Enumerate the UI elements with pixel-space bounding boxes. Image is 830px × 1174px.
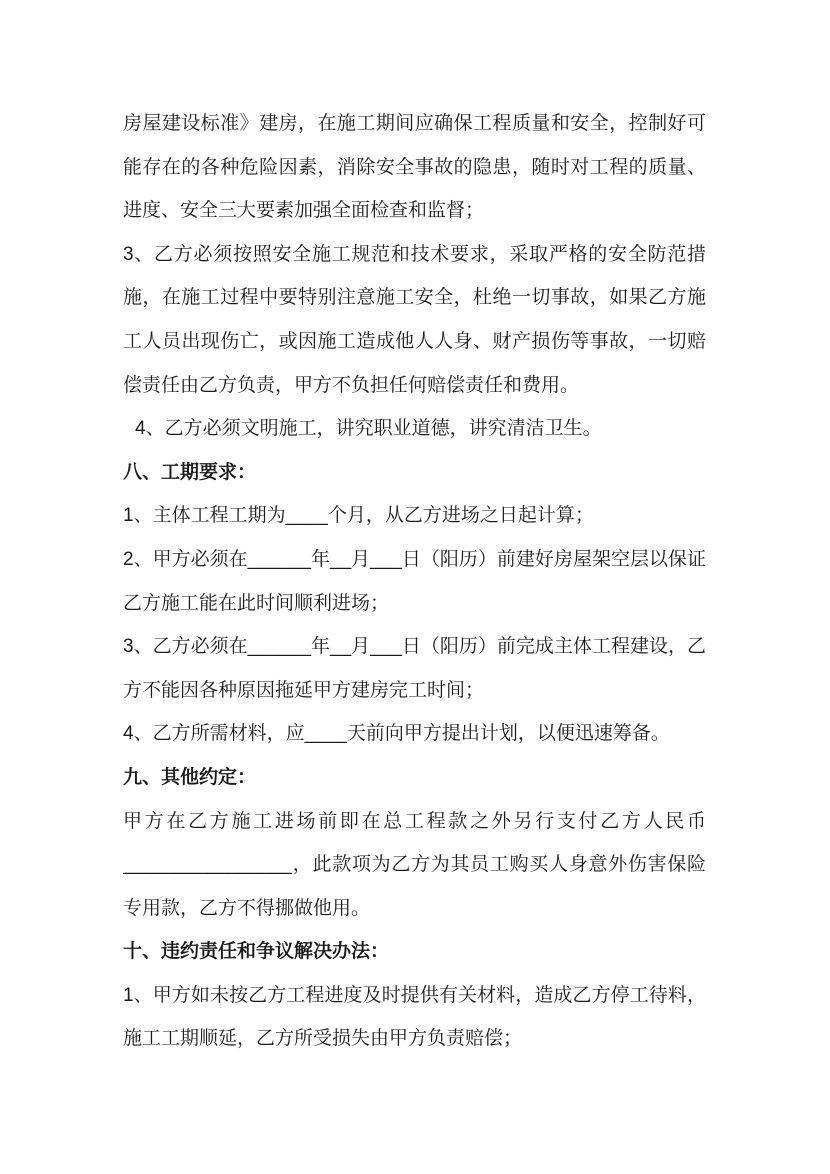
clause-8-1: 1、主体工程工期为____个月，从乙方进场之日起计算； (123, 505, 594, 527)
paragraph-line: 方不能因各种原因拖延甲方建房完工时间； (123, 679, 485, 701)
section-heading-9: 九、其他约定： (123, 766, 257, 788)
clause-8-4: 4、乙方所需材料，应____天前向甲方提出计划，以便迅速筹备。 (123, 723, 670, 745)
section-heading-8: 八、工期要求： (123, 461, 257, 483)
clause-8-3: 3、乙方必须在______年__月___日（阳历）前完成主体工程建设，乙 (123, 636, 706, 658)
paragraph-line: 能存在的各种危险因素，消除安全事故的隐患，随时对工程的质量、 (123, 156, 706, 178)
section-heading-10: 十、违约责任和争议解决办法： (123, 941, 390, 963)
paragraph-line: 工人员出现伤亡，或因施工造成他人人身、财产损伤等事故，一切赔 (123, 330, 706, 352)
clause-8-2: 2、甲方必须在______年__月___日（阳历）前建好房屋架空层以保证 (123, 548, 706, 570)
paragraph-line: 施工工期顺延，乙方所受损失由甲方负责赔偿； (123, 1028, 523, 1050)
clause-7-4: 4、乙方必须文明施工，讲究职业道德，讲究清洁卫生。 (135, 418, 602, 440)
paragraph-line: 专用款，乙方不得挪做他用。 (123, 897, 371, 919)
paragraph-line: 偿责任由乙方负责，甲方不负担任何赔偿责任和费用。 (123, 374, 580, 396)
paragraph-line: 乙方施工能在此时间顺利进场； (123, 592, 390, 614)
paragraph-line: 进度、安全三大要素加强全面检查和监督； (123, 200, 485, 222)
paragraph-line: ________________，此款项为乙方为其员工购买人身意外伤害保险 (123, 854, 706, 876)
paragraph-line: 房屋建设标准》建房，在施工期间应确保工程质量和安全，控制好可 (123, 113, 706, 134)
clause-7-3: 3、乙方必须按照安全施工规范和技术要求，采取严格的安全防范措 (123, 243, 706, 265)
clause-10-1: 1、甲方如未按乙方工程进度及时提供有关材料，造成乙方停工待料， (123, 984, 706, 1006)
paragraph-line: 甲方在乙方施工进场前即在总工程款之外另行支付乙方人民币 (123, 810, 706, 832)
paragraph-line: 施，在施工过程中要特别注意施工安全，杜绝一切事故，如果乙方施 (123, 287, 706, 309)
document-page (123, 102, 706, 1061)
